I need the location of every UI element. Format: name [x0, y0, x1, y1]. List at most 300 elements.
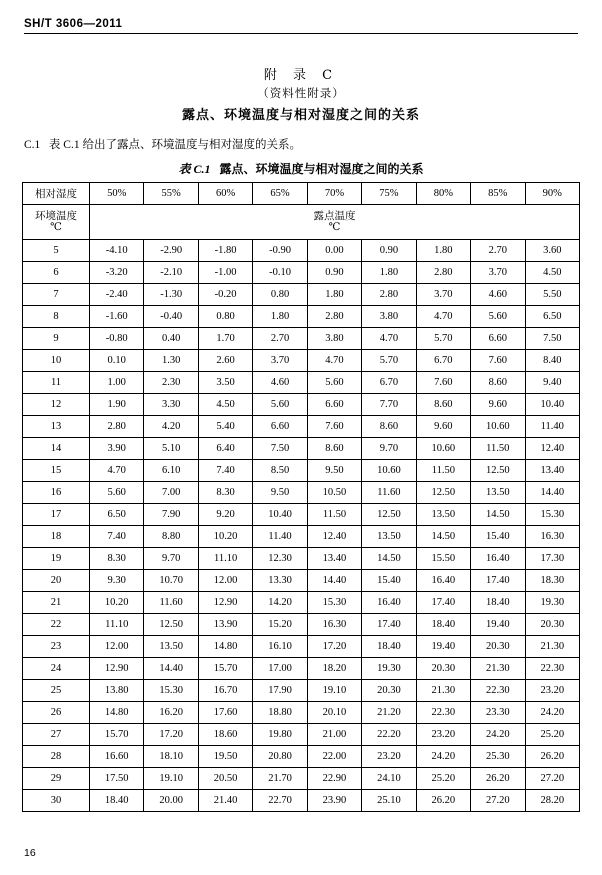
cell-dew-point: 20.10 [307, 702, 361, 724]
cell-dew-point: 18.60 [198, 724, 252, 746]
cell-dew-point: 7.50 [253, 438, 307, 460]
table-row [23, 328, 580, 350]
cell-ambient-temperature: 29 [23, 768, 90, 790]
cell-dew-point: 7.60 [471, 350, 525, 372]
cell-dew-point: 14.50 [471, 504, 525, 526]
cell-dew-point: 6.40 [198, 438, 252, 460]
cell-dew-point: 15.70 [90, 724, 144, 746]
cell-dew-point: 6.60 [471, 328, 525, 350]
cell-dew-point: 18.40 [471, 592, 525, 614]
cell-dew-point: 11.10 [198, 548, 252, 570]
cell-dew-point: 17.40 [471, 570, 525, 592]
cell-dew-point: 2.80 [307, 306, 361, 328]
table-row [23, 526, 580, 548]
cell-dew-point: -1.80 [198, 240, 252, 262]
cell-dew-point: 16.40 [416, 570, 470, 592]
cell-dew-point: 14.40 [307, 570, 361, 592]
cell-dew-point: 19.40 [416, 636, 470, 658]
table-row [23, 790, 580, 812]
cell-dew-point: 8.60 [416, 394, 470, 416]
cell-dew-point: 18.80 [253, 702, 307, 724]
cell-ambient-temperature: 16 [23, 482, 90, 504]
cell-dew-point: 15.30 [307, 592, 361, 614]
cell-dew-point: 12.50 [362, 504, 416, 526]
cell-dew-point: 19.30 [525, 592, 580, 614]
cell-dew-point: 14.50 [362, 548, 416, 570]
cell-dew-point: 18.20 [307, 658, 361, 680]
table-row [23, 306, 580, 328]
cell-dew-point: 2.60 [198, 350, 252, 372]
cell-dew-point: 13.30 [253, 570, 307, 592]
cell-dew-point: 15.40 [362, 570, 416, 592]
cell-dew-point: 7.50 [525, 328, 580, 350]
cell-ambient-temperature: 21 [23, 592, 90, 614]
cell-dew-point: -1.00 [198, 262, 252, 284]
cell-dew-point: -2.10 [144, 262, 198, 284]
cell-dew-point: 6.50 [90, 504, 144, 526]
cell-ambient-temperature: 8 [23, 306, 90, 328]
cell-dew-point: 14.50 [416, 526, 470, 548]
cell-dew-point: 17.50 [90, 768, 144, 790]
cell-dew-point: 4.50 [198, 394, 252, 416]
cell-dew-point: 1.90 [90, 394, 144, 416]
cell-dew-point: -1.60 [90, 306, 144, 328]
cell-dew-point: 16.40 [471, 548, 525, 570]
cell-dew-point: -2.90 [144, 240, 198, 262]
cell-dew-point: 22.30 [416, 702, 470, 724]
cell-dew-point: 7.60 [307, 416, 361, 438]
cell-ambient-temperature: 28 [23, 746, 90, 768]
cell-dew-point: 12.90 [198, 592, 252, 614]
appendix-title: 附 录 C [263, 68, 339, 83]
cell-dew-point: 17.20 [307, 636, 361, 658]
cell-dew-point: 11.40 [525, 416, 580, 438]
table-row [23, 504, 580, 526]
cell-dew-point: 2.80 [90, 416, 144, 438]
cell-dew-point: 18.40 [416, 614, 470, 636]
cell-dew-point: 1.80 [362, 262, 416, 284]
cell-dew-point: 5.40 [198, 416, 252, 438]
cell-dew-point: 22.70 [253, 790, 307, 812]
header-humidity-55: 55% [144, 183, 198, 205]
cell-dew-point: 0.40 [144, 328, 198, 350]
cell-dew-point: 10.50 [307, 482, 361, 504]
cell-dew-point: 5.60 [471, 306, 525, 328]
cell-dew-point: 19.50 [198, 746, 252, 768]
cell-dew-point: 5.60 [307, 372, 361, 394]
cell-ambient-temperature: 9 [23, 328, 90, 350]
cell-dew-point: 9.50 [253, 482, 307, 504]
cell-dew-point: 20.30 [471, 636, 525, 658]
cell-dew-point: 10.60 [362, 460, 416, 482]
cell-dew-point: 28.20 [525, 790, 580, 812]
table-row [23, 240, 580, 262]
cell-dew-point: 4.20 [144, 416, 198, 438]
table-caption-title: 露点、环境温度与相对湿度之间的关系 [219, 162, 424, 176]
cell-ambient-temperature: 26 [23, 702, 90, 724]
cell-dew-point: 10.70 [144, 570, 198, 592]
cell-dew-point: 23.20 [362, 746, 416, 768]
cell-dew-point: 25.30 [471, 746, 525, 768]
cell-dew-point: 11.60 [144, 592, 198, 614]
cell-dew-point: 25.10 [362, 790, 416, 812]
cell-dew-point: 8.60 [471, 372, 525, 394]
appendix-subtitle: （资料性附录） [257, 88, 345, 100]
cell-dew-point: 19.10 [144, 768, 198, 790]
cell-dew-point: 9.40 [525, 372, 580, 394]
cell-dew-point: 13.40 [525, 460, 580, 482]
cell-dew-point: 7.90 [144, 504, 198, 526]
cell-ambient-temperature: 15 [23, 460, 90, 482]
cell-dew-point: 17.00 [253, 658, 307, 680]
cell-dew-point: 17.60 [198, 702, 252, 724]
table-row [23, 438, 580, 460]
table-row [23, 592, 580, 614]
cell-dew-point: 2.30 [144, 372, 198, 394]
cell-dew-point: 17.40 [416, 592, 470, 614]
cell-dew-point: 2.70 [253, 328, 307, 350]
table-header-row-humidity [23, 183, 580, 205]
header-humidity-50: 50% [90, 183, 144, 205]
cell-dew-point: 12.00 [198, 570, 252, 592]
cell-ambient-temperature: 7 [23, 284, 90, 306]
cell-dew-point: 3.90 [90, 438, 144, 460]
table-row [23, 548, 580, 570]
clause-text: 表 C.1 给出了露点、环境温度与相对湿度的关系。 [48, 139, 301, 151]
cell-ambient-temperature: 12 [23, 394, 90, 416]
cell-dew-point: 5.60 [253, 394, 307, 416]
table-row [23, 680, 580, 702]
cell-dew-point: 5.50 [525, 284, 580, 306]
cell-dew-point: 13.50 [362, 526, 416, 548]
cell-ambient-temperature: 25 [23, 680, 90, 702]
cell-dew-point: 15.50 [416, 548, 470, 570]
cell-dew-point: 16.20 [144, 702, 198, 724]
cell-ambient-temperature: 19 [23, 548, 90, 570]
cell-dew-point: 25.20 [525, 724, 580, 746]
cell-dew-point: 21.40 [198, 790, 252, 812]
cell-dew-point: 7.40 [90, 526, 144, 548]
cell-dew-point: 15.70 [198, 658, 252, 680]
cell-dew-point: 11.50 [307, 504, 361, 526]
cell-dew-point: 12.40 [525, 438, 580, 460]
cell-dew-point: 22.30 [471, 680, 525, 702]
cell-ambient-temperature: 30 [23, 790, 90, 812]
cell-dew-point: 0.10 [90, 350, 144, 372]
cell-dew-point: 13.50 [471, 482, 525, 504]
cell-dew-point: 0.90 [362, 240, 416, 262]
cell-dew-point: 15.30 [525, 504, 580, 526]
cell-ambient-temperature: 5 [23, 240, 90, 262]
cell-dew-point: 13.50 [416, 504, 470, 526]
cell-dew-point: 19.30 [362, 658, 416, 680]
cell-ambient-temperature: 10 [23, 350, 90, 372]
cell-dew-point: 24.10 [362, 768, 416, 790]
cell-dew-point: 1.80 [253, 306, 307, 328]
cell-dew-point: 12.40 [307, 526, 361, 548]
header-humidity-60: 60% [198, 183, 252, 205]
cell-dew-point: 3.30 [144, 394, 198, 416]
cell-dew-point: 9.70 [144, 548, 198, 570]
cell-dew-point: 18.40 [90, 790, 144, 812]
header-dew-point-temperature-label: 露点温度 ℃ [90, 205, 580, 240]
cell-dew-point: 3.70 [471, 262, 525, 284]
cell-dew-point: 9.60 [416, 416, 470, 438]
cell-ambient-temperature: 24 [23, 658, 90, 680]
cell-dew-point: 14.40 [144, 658, 198, 680]
cell-dew-point: 10.60 [416, 438, 470, 460]
cell-dew-point: 15.30 [144, 680, 198, 702]
cell-dew-point: 23.20 [525, 680, 580, 702]
cell-dew-point: 10.20 [198, 526, 252, 548]
cell-dew-point: 4.60 [253, 372, 307, 394]
header-divider [24, 33, 578, 34]
cell-dew-point: 7.60 [416, 372, 470, 394]
header-humidity-65: 65% [253, 183, 307, 205]
cell-dew-point: 0.90 [307, 262, 361, 284]
cell-dew-point: 20.30 [362, 680, 416, 702]
cell-dew-point: 16.40 [362, 592, 416, 614]
cell-dew-point: 8.30 [90, 548, 144, 570]
cell-dew-point: 17.30 [525, 548, 580, 570]
cell-dew-point: 10.60 [471, 416, 525, 438]
cell-ambient-temperature: 6 [23, 262, 90, 284]
cell-dew-point: -0.90 [253, 240, 307, 262]
cell-dew-point: 18.10 [144, 746, 198, 768]
cell-dew-point: 20.50 [198, 768, 252, 790]
cell-dew-point: 21.30 [471, 658, 525, 680]
dew-point-table-wrapper [22, 182, 580, 812]
cell-dew-point: 1.00 [90, 372, 144, 394]
cell-dew-point: 3.60 [525, 240, 580, 262]
cell-dew-point: 12.50 [416, 482, 470, 504]
cell-dew-point: -0.40 [144, 306, 198, 328]
cell-dew-point: 3.50 [198, 372, 252, 394]
cell-dew-point: 21.30 [416, 680, 470, 702]
table-row [23, 416, 580, 438]
cell-dew-point: 13.50 [144, 636, 198, 658]
table-row [23, 482, 580, 504]
cell-dew-point: 14.20 [253, 592, 307, 614]
cell-dew-point: 6.70 [416, 350, 470, 372]
cell-dew-point: 19.80 [253, 724, 307, 746]
cell-dew-point: 9.60 [471, 394, 525, 416]
cell-dew-point: 8.50 [253, 460, 307, 482]
cell-dew-point: 19.40 [471, 614, 525, 636]
cell-dew-point: 17.90 [253, 680, 307, 702]
cell-dew-point: 4.70 [416, 306, 470, 328]
cell-dew-point: 13.40 [307, 548, 361, 570]
clause-c1 [24, 136, 301, 152]
header-ambient-temperature-label: 环境温度 ℃ [23, 205, 90, 240]
cell-dew-point: 22.90 [307, 768, 361, 790]
cell-dew-point: 4.50 [525, 262, 580, 284]
table-header-row-dewpoint [23, 205, 580, 240]
header-humidity-85: 85% [471, 183, 525, 205]
table-row [23, 372, 580, 394]
cell-dew-point: 7.40 [198, 460, 252, 482]
cell-dew-point: 23.30 [471, 702, 525, 724]
cell-dew-point: 6.10 [144, 460, 198, 482]
cell-dew-point: 9.20 [198, 504, 252, 526]
cell-dew-point: 0.00 [307, 240, 361, 262]
cell-dew-point: 5.10 [144, 438, 198, 460]
cell-dew-point: 23.20 [416, 724, 470, 746]
page-number: 16 [24, 847, 36, 859]
cell-dew-point: -0.10 [253, 262, 307, 284]
dew-point-table [22, 182, 580, 812]
cell-dew-point: 9.70 [362, 438, 416, 460]
table-row [23, 460, 580, 482]
cell-dew-point: 0.80 [198, 306, 252, 328]
cell-dew-point: 26.20 [525, 746, 580, 768]
cell-dew-point: 18.30 [525, 570, 580, 592]
table-row [23, 702, 580, 724]
cell-dew-point: -0.80 [90, 328, 144, 350]
cell-dew-point: 21.70 [253, 768, 307, 790]
cell-dew-point: 9.50 [307, 460, 361, 482]
header-humidity-70: 70% [307, 183, 361, 205]
cell-ambient-temperature: 22 [23, 614, 90, 636]
cell-dew-point: 22.00 [307, 746, 361, 768]
table-row [23, 350, 580, 372]
cell-dew-point: 3.70 [416, 284, 470, 306]
table-caption [0, 160, 602, 177]
cell-dew-point: 8.80 [144, 526, 198, 548]
cell-ambient-temperature: 27 [23, 724, 90, 746]
cell-dew-point: 12.50 [471, 460, 525, 482]
cell-dew-point: 8.60 [307, 438, 361, 460]
cell-dew-point: 20.80 [253, 746, 307, 768]
cell-dew-point: 17.20 [144, 724, 198, 746]
standard-code: SH/T 3606—2011 [24, 18, 123, 30]
cell-dew-point: 7.70 [362, 394, 416, 416]
cell-dew-point: 11.60 [362, 482, 416, 504]
cell-ambient-temperature: 23 [23, 636, 90, 658]
cell-dew-point: 12.50 [144, 614, 198, 636]
cell-dew-point: 15.40 [471, 526, 525, 548]
cell-dew-point: 26.20 [471, 768, 525, 790]
cell-dew-point: 14.40 [525, 482, 580, 504]
cell-dew-point: 5.60 [90, 482, 144, 504]
cell-dew-point: 5.70 [362, 350, 416, 372]
cell-dew-point: 22.30 [525, 658, 580, 680]
cell-dew-point: 4.60 [471, 284, 525, 306]
table-row [23, 746, 580, 768]
cell-dew-point: 10.40 [253, 504, 307, 526]
cell-dew-point: 3.70 [253, 350, 307, 372]
cell-dew-point: 20.30 [416, 658, 470, 680]
cell-dew-point: 24.20 [525, 702, 580, 724]
cell-dew-point: 6.60 [253, 416, 307, 438]
cell-dew-point: -1.30 [144, 284, 198, 306]
cell-dew-point: 0.80 [253, 284, 307, 306]
table-row [23, 284, 580, 306]
cell-dew-point: 10.40 [525, 394, 580, 416]
cell-ambient-temperature: 14 [23, 438, 90, 460]
cell-dew-point: 9.30 [90, 570, 144, 592]
cell-ambient-temperature: 20 [23, 570, 90, 592]
cell-dew-point: -3.20 [90, 262, 144, 284]
cell-dew-point: 8.30 [198, 482, 252, 504]
cell-dew-point: 11.40 [253, 526, 307, 548]
cell-dew-point: 23.90 [307, 790, 361, 812]
cell-ambient-temperature: 17 [23, 504, 90, 526]
cell-dew-point: 6.50 [525, 306, 580, 328]
table-caption-label: 表 C.1 [178, 162, 211, 176]
table-row [23, 636, 580, 658]
cell-dew-point: 26.20 [416, 790, 470, 812]
cell-dew-point: 11.50 [471, 438, 525, 460]
cell-dew-point: 11.10 [90, 614, 144, 636]
cell-dew-point: 16.10 [253, 636, 307, 658]
cell-dew-point: 21.00 [307, 724, 361, 746]
cell-dew-point: 2.70 [471, 240, 525, 262]
cell-dew-point: 8.40 [525, 350, 580, 372]
cell-dew-point: 15.20 [253, 614, 307, 636]
cell-dew-point: 4.70 [362, 328, 416, 350]
cell-dew-point: 3.80 [307, 328, 361, 350]
cell-dew-point: 18.40 [362, 636, 416, 658]
cell-dew-point: 1.70 [198, 328, 252, 350]
cell-dew-point: 13.80 [90, 680, 144, 702]
header-humidity-75: 75% [362, 183, 416, 205]
cell-dew-point: 11.50 [416, 460, 470, 482]
cell-dew-point: 16.30 [525, 526, 580, 548]
cell-dew-point: 8.60 [362, 416, 416, 438]
cell-dew-point: -2.40 [90, 284, 144, 306]
header-humidity-80: 80% [416, 183, 470, 205]
cell-dew-point: 3.80 [362, 306, 416, 328]
cell-dew-point: -4.10 [90, 240, 144, 262]
cell-dew-point: 12.00 [90, 636, 144, 658]
table-row [23, 570, 580, 592]
cell-dew-point: -0.20 [198, 284, 252, 306]
cell-dew-point: 20.00 [144, 790, 198, 812]
cell-dew-point: 16.30 [307, 614, 361, 636]
appendix-heading: 露点、环境温度与相对湿度之间的关系 [181, 107, 420, 122]
clause-number: C.1 [24, 139, 41, 151]
table-row [23, 614, 580, 636]
cell-dew-point: 14.80 [198, 636, 252, 658]
cell-ambient-temperature: 13 [23, 416, 90, 438]
cell-dew-point: 20.30 [525, 614, 580, 636]
cell-dew-point: 17.40 [362, 614, 416, 636]
table-row [23, 724, 580, 746]
cell-dew-point: 2.80 [416, 262, 470, 284]
cell-dew-point: 6.60 [307, 394, 361, 416]
table-row [23, 768, 580, 790]
cell-dew-point: 5.70 [416, 328, 470, 350]
cell-dew-point: 4.70 [90, 460, 144, 482]
cell-dew-point: 19.10 [307, 680, 361, 702]
cell-dew-point: 12.90 [90, 658, 144, 680]
cell-dew-point: 16.60 [90, 746, 144, 768]
cell-dew-point: 21.30 [525, 636, 580, 658]
table-row [23, 262, 580, 284]
cell-dew-point: 4.70 [307, 350, 361, 372]
cell-dew-point: 13.90 [198, 614, 252, 636]
cell-dew-point: 27.20 [525, 768, 580, 790]
cell-dew-point: 24.20 [416, 746, 470, 768]
cell-dew-point: 6.70 [362, 372, 416, 394]
cell-dew-point: 21.20 [362, 702, 416, 724]
table-row [23, 658, 580, 680]
cell-dew-point: 7.00 [144, 482, 198, 504]
cell-dew-point: 16.70 [198, 680, 252, 702]
cell-dew-point: 24.20 [471, 724, 525, 746]
cell-dew-point: 2.80 [362, 284, 416, 306]
